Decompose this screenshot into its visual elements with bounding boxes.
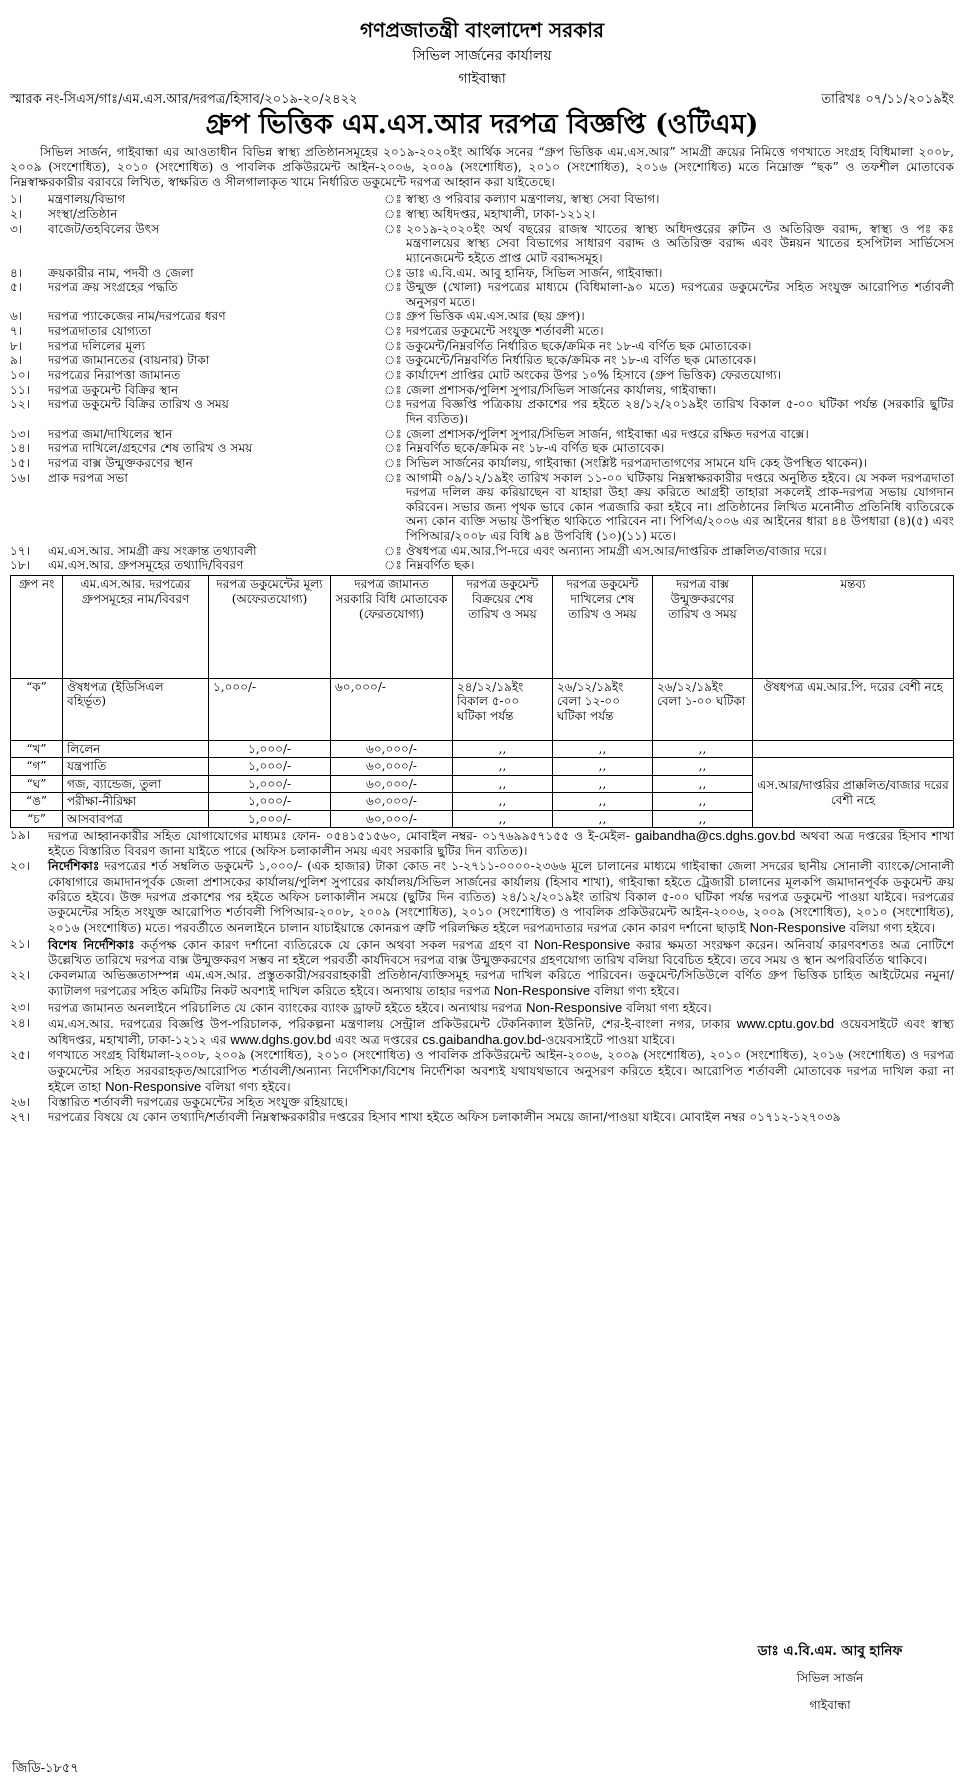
group-letter: “ঙ” [11,793,63,810]
group-letter: “গ” [11,758,63,775]
signatory-name: ডাঃ এ.বি.এম. আবু হানিফ [757,1643,903,1659]
item-number: ১৬। [10,470,31,485]
item-row: ২। সংস্থা/প্রতিষ্ঠান ঃ স্বাস্থ্য অধিদপ্তর, মহাখালী, ঢাকা-১২১২। [10,207,954,222]
table-header-row [11,575,954,678]
col-header: এম.এস.আর. দরপত্রের গ্রুপসমূহের নাম/বিবরণ [63,575,209,678]
item-number: ৫। [10,280,23,295]
table-row [11,758,954,775]
gd-number: জিডি-১৮৫৭ [12,1761,79,1777]
doc-price: ১,০০০/- [209,740,331,757]
item-value: দরপত্র বিজ্ঞপ্তি পত্রিকায় প্রকাশের পর হইতে ২৪/১২/২০১৯ইং তারিখ বিকাল ৫-০০ ঘটিকা পর্যন্ত (সরকারি ছুটির দিন ব্যতিত)। [406,397,954,426]
item-label: সংস্থা/প্রতিষ্ঠান [48,206,118,221]
col-header: দরপত্র জামানত সরকারি বিধি মোতাবেক (ফেরতযোগ্য) [331,575,453,678]
item-label: দরপত্র দাখিলে/গ্রহণের শেষ তারিখ ও সময় [48,441,253,456]
sale-deadline: ,, [453,758,553,775]
item-value: ডকুমেন্টে/নিম্নবর্ণিত নির্ধারিত ছকে/ক্রমিক নং ১৮-এ বর্ণিত ছক মোতাবেক। [406,353,757,368]
cptu-website-link[interactable]: www.cptu.gov.bd [736,1015,835,1031]
item-number: ১২। [10,397,31,412]
security-amount: ৬০,০০০/- [331,793,453,810]
note-number: ২৩। [10,999,31,1014]
item-number: ৪। [10,265,23,280]
sale-deadline: ,, [453,740,553,757]
col-header: মন্তব্য [753,575,954,678]
item-label: দরপত্র ক্রয় সংগ্রহের পদ্ধতি [48,280,178,295]
item-row: ৫। দরপত্র ক্রয় সংগ্রহের পদ্ধতি ঃ উন্মুক্ত (খোলা) দরপত্রের মাধ্যমে (বিধিমালা-৯০ মতে) দরপত্রের ডকুমেন্টের সহিত সংযুক্ত আরোপিত শর্তাবলী অনুসরণ মতে। [10,280,954,309]
memo-number: স্মারক নং-সিএস/গাঃ/এম.এস.আর/দরপত্র/হিসাব/২০১৯-২০/২৪২২ [10,91,358,107]
dghs-website-link[interactable]: www.dghs.gov.bd [230,1032,332,1048]
table-row [11,678,954,740]
item-value: আগামী ০৯/১২/১৯ইং তারিখ সকাল ১১-০০ ঘটিকায় নিম্নস্বাক্ষরকারীর দপ্তরে অনুষ্ঠিত হইবে। যে সকল দরপত্রদাতা দরপত্র দলিল ক্রয় করিয়াছেন বা যাহারা উহা ক্রয় করিতে আগ্রহী তাহারা সকলেই প্রাক-দরপত্র সভায় যোগদান করিবেন। সভার জন্য পৃথক ভাবে কোন পত্রজারি করা হইবে না। প্রতিষ্ঠানের লিখিত মনোনীত প্রতিনিধি ব্যতিরেকে অন্য কোন ব্যক্তি সভায় উপস্থিত থাকিতে পারিবেন না। পিপিএ/২০০৬ এর আইনের ধারা ৪৪ উপধারা (৪)(৫) এবং পিপিআর/২০০৮ এর বিধি ৯৪ উপবিধি (১০)(১১) মতে। [406,470,954,544]
item-number: ১৩। [10,426,31,441]
item-row: ১৬। প্রাক দরপত্র সভা ঃ আগামী ০৯/১২/১৯ইং তারিখ সকাল ১১-০০ ঘটিকায় নিম্নস্বাক্ষরকারীর দপ্তরে অনুষ্ঠিত হইবে। যে সকল দরপত্রদাতা দরপত্র দলিল ক্রয় করিয়াছেন বা যাহারা উহা ক্রয় করিতে আগ্রহী তাহারা সকলেই প্রাক-দরপত্র সভায় যোগদান করিবেন। সভার জন্য পৃথক ভাবে কোন পত্রজারি করা হইবে না। প্রতিষ্ঠানের লিখিত মনোনীত প্রতিনিধি ব্যতিরেকে অন্য কোন ব্যক্তি সভায় উপস্থিত থাকিতে পারিবেন না। পিপিএ/২০০৬ এর আইনের ধারা ৪৪ উপধারা (৪)(৫) এবং পিপিআর/২০০৮ এর বিধি ৯৪ উপবিধি (১০)(১১) মতে। [10,470,954,544]
item-value: স্বাস্থ্য ও পরিবার কল্যাণ মন্ত্রণালয়, স্বাস্থ্য সেবা বিভাগ। [406,192,660,207]
item-row: ১০। দরপত্রের নিরাপত্তা জামানত ঃ কার্যাদেশ প্রাপ্তির মোট অংকের উপর ১০% হিসাবে (গ্রুপ ভিত্তিক) ফেরতযোগ্য। [10,368,954,383]
item-label: প্রাক দরপত্র সভা [48,470,128,485]
opening-time: ,, [653,758,753,775]
item-number: ২। [10,206,23,221]
item-value: ঔষধপত্র এম.আর.পি-দরে এবং অন্যান্য সামগ্রী এস.আর/দাপ্তরিক প্রাক্কলিত/বাজার দরে। [406,543,827,558]
item-value: ডাঃ এ.বি.এম. আবু হানিফ, সিভিল সার্জন, গাইবান্ধা। [406,265,663,280]
security-amount: ৬০,০০০/- [331,740,453,757]
signatory-place: গাইবান্ধা [809,1697,851,1712]
note-number: ২০। [10,859,31,874]
item-number: ১৪। [10,441,31,456]
item-row: ১২। দরপত্র ডকুমেন্ট বিক্রির তারিখ ও সময় ঃ দরপত্র বিজ্ঞপ্তি পত্রিকায় প্রকাশের পর হইতে ২৪/১২/২০১৯ইং তারিখ বিকাল ৫-০০ ঘটিকা পর্যন্ত (সরকারি ছুটির দিন ব্যতিত)। [10,397,954,426]
note-number: ২৬। [10,1095,31,1110]
note-20: ২০। নির্দেশিকাঃ দরপত্রের শর্ত সম্বলিত ডকুমেন্ট ১,০০০/- (এক হাজার) টাকা কোড নং ১-২৭১১-০০০০-২৩৬৬ মূলে চালানের মাধ্যমে গাইবান্ধা জেলা সদরের ছানীয় সোনালী ব্যাংকে/সোনালী কোষাগারে জমাদানপূর্বক জেলা প্রশাসকের কার্যালয়/পুলিশ সুপারের কার্যালয়/সিভিল সার্জনের কার্যালয় (হিসাব শাখা), গাইবান্ধা হইতে ট্রেজারী চালানের মূলকপি জমাদানপূর্বক ডকুমেন্ট ক্রয় করিতে হইবে। উক্ত দরপত্র প্রকাশের পর হইতে অফিস চলাকালীন সময়ে (ছুটির দিন ব্যতিত) ২৪/১২/২০১৯ইং তারিখ বিকাল ৫-০০ ঘটিকা পর্যন্ত দরপত্র ডকুমেন্ট পাওয়া যাইবে। দরপত্রের ডকুমেন্টের সহিত সংযুক্ত আরোপিত শর্তাবলী পিপিআর-২০০৮, ২০০৯ (সংশোধিত), ২০১০ (সংশোধিত) ও পাবলিক প্রকিউরমেন্ট আইন-২০০৬, ২০০৯ (সংশোধিত), ২০১০ (সংশোধিত), ২০১৬ (সংশোধিত) মতে। পরবর্তীতে অনলাইনে চালান যাচাইয়ান্তে কোনরূপ ত্রুটি পরিলক্ষিত হইলে দরপত্রদাতার দরপত্র কোন কারণ দর্শানো ছাড়াই Non-Responsive বলিয়া গণ্য হইবে। [10,859,955,936]
remark: এস.আর/দাপ্তরির প্রাক্কলিত/বাজার দরের বেশী নহে [753,758,954,828]
doc-price: ১,০০০/- [209,678,331,740]
note-number: ১৯। [10,827,31,842]
tender-items [10,192,954,573]
note-19: ১৯। দরপত্র আহ্বানকারীর সহিত যোগাযোগের মাধ্যমঃ ফোন- ০৫৪১৫১৫৬০, মোবাইল নম্বর- ০১৭৬৯৯৫৭১৫৫ ও ই-মেইল- gaibandha@cs.dghs.gov.bd অথবা অত্র দপ্তরের হিসাব শাখা হইতে বিস্তারিত বিবরণ জানা যাইতে পারে (অফিস চলাকালীন সময় এবং সরকারি ছুটির দিন ব্যতিত)। [10,827,955,859]
item-label: দরপত্র দলিলের মূল্য [48,338,146,353]
note-number: ২২। [10,968,31,983]
item-row: ৭। দরপত্রদাতার যোগ্যতা ঃ দরপত্রের ডকুমেন্টে সংযুক্ত শর্তাবলী মতে। [10,324,954,339]
item-number: ৭। [10,324,23,339]
note-number: ২৪। [10,1015,31,1030]
item-value: উন্মুক্ত (খোলা) দরপত্রের মাধ্যমে (বিধিমালা-৯০ মতে) দরপত্রের ডকুমেন্টের সহিত সংযুক্ত আরোপিত শর্তাবলী অনুসরণ মতে। [406,280,954,309]
note-26: ২৬। বিস্তারিত শর্তাবলী দরপত্রের ডকুমেন্টের সহিত সংযুক্ত রহিয়াছে। [10,1095,348,1110]
doc-price: ১,০০০/- [209,775,331,792]
note-24: ২৪। এম.এস.আর. দরপত্রের বিজ্ঞপ্তি উপ-পরিচালক, পরিকল্পনা মন্ত্রণালয় সেন্ট্রাল প্রকিউরমেন্ট টেকনিক্যাল ইউনিট, শের-ই-বাংলা নগর, ঢাকার www.cptu.gov.bd ওয়েবসাইটে এবং স্বাস্থ্য অধিদপ্তর, মহাখালী, ঢাকা-১২১২ এর www.dghs.gov.bd এবং অত্র দপ্তরের cs.gaibandha.gov.bd-ওয়েবসাইটে পাওয়া যাইবে। [10,1015,954,1048]
doc-price: ১,০০০/- [209,810,331,827]
district-name: গাইবান্ধা [458,70,506,87]
sale-deadline: ,, [453,810,553,827]
item-number: ৯। [10,353,23,368]
submit-deadline: ,, [553,810,653,827]
sale-deadline: ,, [453,793,553,810]
group-letter: “খ” [11,740,63,757]
group-name: আসবাবপত্র [63,810,209,827]
item-number: ৩। [10,221,23,236]
group-name: গজ, ব্যান্ডেজ, তুলা [63,775,209,792]
intro-paragraph: সিভিল সার্জন, গাইবান্ধা এর আওতাধীন বিভিন্ন স্বাস্থ্য প্রতিষ্ঠানসমূহের ২০১৯-২০২০ইং আর্থিক সনের “গ্রুপ ভিত্তিক এম.এস.আর” সামগ্রী ক্রয়ের নিমিত্তে গণখাতে সংগ্রহ বিধিমালা ২০০৮, ২০০৯ (সংশোধিত), ২০১০ (সংশোধিত) ও পাবলিক প্রকিউরমেন্ট আইন-২০০৬, ২০০৯ (সংশোধিত), ২০১০ (সংশোধিত), ২০১৬ (সংশোধিত) মতে নিম্নোক্ত “ছক” ও তফশীল মোতাবেক নিম্নস্বাক্ষরকারীর বরাবরে লিখিত, স্বাক্ষরিত ও সীলগালাকৃত খামে নির্ধারিত ডকুমেন্টে দরপত্র আহ্বান করা যাইতেছে। [10,144,954,190]
opening-time: ২৬/১২/১৯ইং বেলা ১-০০ ঘটিকা [653,678,753,740]
note-number: ২১। [10,936,31,951]
col-header: দরপত্র ডকুমেন্টের মূল্য (অফেরতযোগ্য) [209,575,331,678]
opening-time: ,, [653,740,753,757]
group-letter: “চ” [11,810,63,827]
item-value: দরপত্রের ডকুমেন্টে সংযুক্ত শর্তাবলী মতে। [406,324,604,339]
opening-time: ,, [653,810,753,827]
item-value: সিভিল সার্জনের কার্যালয়, গাইবান্ধা (সংশ্লিষ্ট দরপত্রদাতাগণের সামনে যদি কেহ উপস্থিত থাকেন)। [406,455,868,470]
note-25: ২৫। গণখাতে সংগ্রহ বিধিমালা-২০০৮, ২০০৯ (সংশোধিত), ২০১০ (সংশোধিত) ও পাবলিক প্রকিউরমেন্ট আইন-২০০৬, ২০০৯ (সংশোধিত), ২০১০ (সংশোধিত), ২০১৬ (সংশোধিত) ও দরপত্র ডকুমেন্টের সহিত সরবরাহকৃত/আরোপিত শর্তাবলী/অন্যান্য নির্দেশিকা/বিশেষ নির্দেশিকা অবশ্যই যথাযথভাবে অনুসরণ করিতে হইবে। আরোপিত শর্তাবলী মোতাবেক দরপত্র দাখিল করা না হইলে তাহা Non-Responsive বলিয়া গণ্য হইবে। [10,1048,954,1094]
submit-deadline: ,, [553,793,653,810]
item-label: দরপত্র ডকুমেন্ট বিক্রির স্থান [48,382,179,397]
table-row [11,740,954,757]
contact-email-link[interactable]: gaibandha@cs.dghs.gov.bd [634,827,796,843]
item-row: ১১। দরপত্র ডকুমেন্ট বিক্রির স্থান ঃ জেলা প্রশাসক/পুলিশ সুপার/সিভিল সার্জনের কার্যালয়, গাইবান্ধা। [10,383,954,398]
group-name: লিলেন [63,740,209,757]
item-value: কার্যাদেশ প্রাপ্তির মোট অংকের উপর ১০% হিসাবে (গ্রুপ ভিত্তিক) ফেরতযোগ্য। [406,368,782,383]
item-number: ১৭। [10,543,31,558]
item-label: বাজেট/তহবিলের উৎস [48,221,160,236]
item-number: ১৮। [10,558,31,573]
item-label: এম.এস.আর. গ্রুপসমূহের তথ্যাদি/বিবরণ [48,558,244,573]
security-amount: ৬০,০০০/- [331,775,453,792]
govt-name: গণপ্রজাতন্ত্রী বাংলাদেশ সরকার [360,18,604,42]
security-amount: ৬০,০০০/- [331,810,453,827]
signatory-designation: সিভিল সার্জন [796,1671,864,1686]
item-row: ১৭। এম.এস.আর. সামগ্রী ক্রয় সংক্রান্ত তথ্যাবলী ঃ ঔষধপত্র এম.আর.পি-দরে এবং অন্যান্য সামগ্রী এস.আর/দাপ্তরিক প্রাক্কলিত/বাজার দরে। [10,544,954,559]
notice-title: গ্রুপ ভিত্তিক এম.এস.আর দরপত্র বিজ্ঞপ্তি (ওটিএম) [205,109,759,141]
sale-deadline: ,, [453,775,553,792]
office-website-link[interactable]: cs.gaibandha.gov.bd [422,1032,542,1048]
note-number: ২৫। [10,1048,31,1063]
item-row: ১৪। দরপত্র দাখিলে/গ্রহণের শেষ তারিখ ও সময় ঃ নিম্নবর্ণিত ছকে/ক্রমিক নং ১৮-এ বর্ণিত ছক মোতাবেক। [10,441,954,456]
group-letter: “ক” [11,678,63,740]
item-row: ৯। দরপত্র জামানতের (বায়নার) টাকা ঃ ডকুমেন্টে/নিম্নবর্ণিত নির্ধারিত ছকে/ক্রমিক নং ১৮-এ বর্ণিত ছক মোতাবেক। [10,353,954,368]
submit-deadline: ,, [553,758,653,775]
note-21: ২১। বিশেষ নির্দেশিকাঃ কর্তৃপক্ষ কোন কারণ দর্শানো ব্যতিরেকে যে কোন অথবা সকল দরপত্র গ্রহণ বা Non-Responsive করার ক্ষমতা সংরক্ষণ করেন। অনিবার্য কারণবশতঃ অত্র নোটিশে উল্লেখিত তারিখে দরপত্র বাক্স উন্মুক্তকরণ সম্ভব না হইলে পরবর্তী কার্যদিবসে দরপত্র বাক্স উন্মুক্তকরণের গ্রহণযোগ্য তারিখ বলিয়া বিবেচিত হইবে। তবে সময় ও স্থান অপরিবর্তিত থাকিবে। [10,936,955,967]
security-amount: ৬০,০০০/- [331,758,453,775]
group-table [10,575,954,828]
item-row: ১৮। এম.এস.আর. গ্রুপসমূহের তথ্যাদি/বিবরণ ঃ নিম্নবর্ণিত ছক। [10,558,954,573]
item-row: ১৫। দরপত্র বাক্স উন্মুক্তকরণের স্থান ঃ সিভিল সার্জনের কার্যালয়, গাইবান্ধা (সংশ্লিষ্ট দরপত্রদাতাগণের সামনে যদি কেহ উপস্থিত থাকেন)। [10,456,954,471]
col-header: গ্রুপ নং [11,575,63,678]
item-label: দরপত্র জামানতের (বায়নার) টাকা [48,353,210,368]
col-header: দরপত্র ডকুমেন্ট দাখিলের শেষ তারিখ ও সময় [553,575,653,678]
header [10,0,954,88]
group-name: পরীক্ষা-নীরিক্ষা [63,793,209,810]
item-value: গ্রুপ ভিত্তিক এম.এস.আর (ছয় গ্রুপ)। [406,309,585,324]
item-value: ২০১৯-২০২০ইং অর্থ বছরের রাজস্ব খাতের স্বাস্থ্য অধিদপ্তরের রুটিন ও অতিরিক্ত বরাদ্দ, স্বাস্থ্য ও পঃ কঃ মন্ত্রণালয়ের স্বাস্থ্য সেবা বিভাগের সাধারণ বরাদ্দ ও অতিরিক্ত বরাদ্দ এবং উন্নয়ন খাতের হসপিটাল সার্ভিসেস ম্যানেজমেন্ট হইতে প্রাপ্ত মোট বরাদ্দসমূহ। [406,221,954,265]
note-27: ২৭। দরপত্রের বিষয়ে যে কোন তথ্যাদি/শর্তাবলী নিম্নস্বাক্ষরকারীর দপ্তরের হিসাব শাখা হইতে অফিস চলাকালীন সময়ে জানা/পাওয়া যাইবে। মোবাইল নম্বর ০১৭১২-১২৭০৩৯ [10,1110,841,1125]
col-header: দরপত্র বাক্স উন্মুক্তকরণের তারিখ ও সময় [653,575,753,678]
submit-deadline: ২৬/১২/১৯ইং বেলা ১২-০০ ঘটিকা পর্যন্ত [553,678,653,740]
note-23: ২৩। দরপত্র জামানত অনলাইনে পরিচালিত যে কোন ব্যাংকের ব্যাংক ড্রাফট হইতে হইবে। অন্যথায় দরপত্র Non-Responsive বলিয়া গণ্য হইবে। [10,999,712,1015]
item-value: নিম্নবর্ণিত ছকে/ক্রমিক নং ১৮-এ বর্ণিত ছক মোতাবেক। [406,441,665,456]
col-header: দরপত্র ডকুমেন্ট বিক্রয়ের শেষ তারিখ ও সময় [453,575,553,678]
group-letter: “ঘ” [11,775,63,792]
item-row: ৬। দরপত্র প্যাকেজের নাম/দরপত্রের ধরণ ঃ গ্রুপ ভিত্তিক এম.এস.আর (ছয় গ্রুপ)। [10,309,954,324]
item-number: ১। [10,192,23,207]
item-row: ৮। দরপত্র দলিলের মূল্য ঃ ডকুমেন্ট/নিম্নবর্ণিত নির্ধারিত ছকে/ক্রমিক নং ১৮-এ বর্ণিত ছক মোতাবেক। [10,339,954,354]
item-value: জেলা প্রশাসক/পুলিশ সুপার/সিভিল সার্জনের কার্যালয়, গাইবান্ধা। [406,382,717,397]
item-label: ক্রয়কারীর নাম, পদবী ও জেলা [48,265,194,280]
group-name: ঔষধপত্র (ইডিসিএল বহির্ভূত) [63,678,209,740]
item-value: নিম্নবর্ণিত ছক। [406,558,475,573]
remark: ঔষধপত্র এম.আর.পি. দরের বেশী নহে [753,678,954,740]
item-row: ১। মন্ত্রণালয়/বিভাগ ঃ স্বাস্থ্য ও পরিবার কল্যাণ মন্ত্রণালয়, স্বাস্থ্য সেবা বিভাগ। [10,192,954,207]
item-number: ৬। [10,309,23,324]
submit-deadline: ,, [553,740,653,757]
sale-deadline: ২৪/১২/১৯ইং বিকাল ৫-০০ ঘটিকা পর্যন্ত [453,678,553,740]
item-value: জেলা প্রশাসক/পুলিশ সুপার/সিভিল সার্জন, গাইবান্ধা এর দপ্তরে রক্ষিত দরপত্র বাক্সে। [406,426,809,441]
doc-price: ১,০০০/- [209,758,331,775]
security-amount: ৬০,০০০/- [331,678,453,740]
opening-time: ,, [653,793,753,810]
notes [10,828,954,1126]
item-label: দরপত্র ডকুমেন্ট বিক্রির তারিখ ও সময় [48,397,229,412]
item-row: ১৩। দরপত্র জমা/দাখিলের স্থান ঃ জেলা প্রশাসক/পুলিশ সুপার/সিভিল সার্জন, গাইবান্ধা এর দপ্তরে রক্ষিত দরপত্র বাক্সে। [10,427,954,442]
memo-line [10,92,954,108]
item-value: স্বাস্থ্য অধিদপ্তর, মহাখালী, ঢাকা-১২১২। [406,206,596,221]
note-number: ২৭। [10,1110,31,1125]
signature-block [730,1643,930,1724]
item-number: ৮। [10,338,23,353]
doc-price: ১,০০০/- [209,793,331,810]
item-label: মন্ত্রণালয়/বিভাগ [48,192,126,207]
item-row: ৪। ক্রয়কারীর নাম, পদবী ও জেলা ঃ ডাঃ এ.বি.এম. আবু হানিফ, সিভিল সার্জন, গাইবান্ধা। [10,266,954,281]
item-label: দরপত্র জমা/দাখিলের স্থান [48,426,173,441]
item-label: দরপত্রদাতার যোগ্যতা [48,324,152,339]
item-number: ১৫। [10,455,31,470]
opening-time: ,, [653,775,753,792]
submit-deadline: ,, [553,775,653,792]
memo-date: তারিখঃ ০৭/১১/২০১৯ইং [821,91,954,107]
group-name: যন্ত্রপাতি [63,758,209,775]
note-22: ২২। কেবলমাত্র অভিজ্ঞতাসম্পন্ন এম.এস.আর. প্রস্তুতকারী/সরবরাহকারী প্রতিষ্ঠান/ব্যক্তিসমূহ দরপত্র দাখিল করিতে পারিবেন। ডকুমেন্ট/সিডিউলে বর্ণিত গ্রুপ ভিত্তিক চাহিত আইটেমের নমুনা/ক্যাটালগ দরপত্রের সহিত কমিটির নিকট অবশ্যই দাখিল করিতে হইবে। অন্যথায় তাহার দরপত্র Non-Responsive বলিয়া গণ্য হইবে। [10,968,954,999]
item-value: ডকুমেন্ট/নিম্নবর্ণিত নির্ধারিত ছকে/ক্রমিক নং ১৮-এ বর্ণিত ছক মোতাবেক। [406,338,752,353]
office-name: সিভিল সার্জনের কার্যালয় [412,48,552,64]
item-label: দরপত্র বাক্স উন্মুক্তকরণের স্থান [48,455,193,470]
item-row: ৩। বাজেট/তহবিলের উৎস ঃ ২০১৯-২০২০ইং অর্থ বছরের রাজস্ব খাতের স্বাস্থ্য অধিদপ্তরের রুটিন ও অতিরিক্ত বরাদ্দ, স্বাস্থ্য ও পঃ কঃ মন্ত্রণালয়ের স্বাস্থ্য সেবা বিভাগের সাধারণ বরাদ্দ ও অতিরিক্ত বরাদ্দ এবং উন্নয়ন খাতের হসপিটাল সার্ভিসেস ম্যানেজমেন্ট হইতে প্রাপ্ত মোট বরাদ্দসমূহ। [10,221,954,265]
item-label: এম.এস.আর. সামগ্রী ক্রয় সংক্রান্ত তথ্যাবলী [48,543,257,558]
item-label: দরপত্র প্যাকেজের নাম/দরপত্রের ধরণ [48,309,226,324]
item-number: ১০। [10,368,31,383]
item-number: ১১। [10,382,31,397]
item-label: দরপত্রের নিরাপত্তা জামানত [48,368,181,383]
